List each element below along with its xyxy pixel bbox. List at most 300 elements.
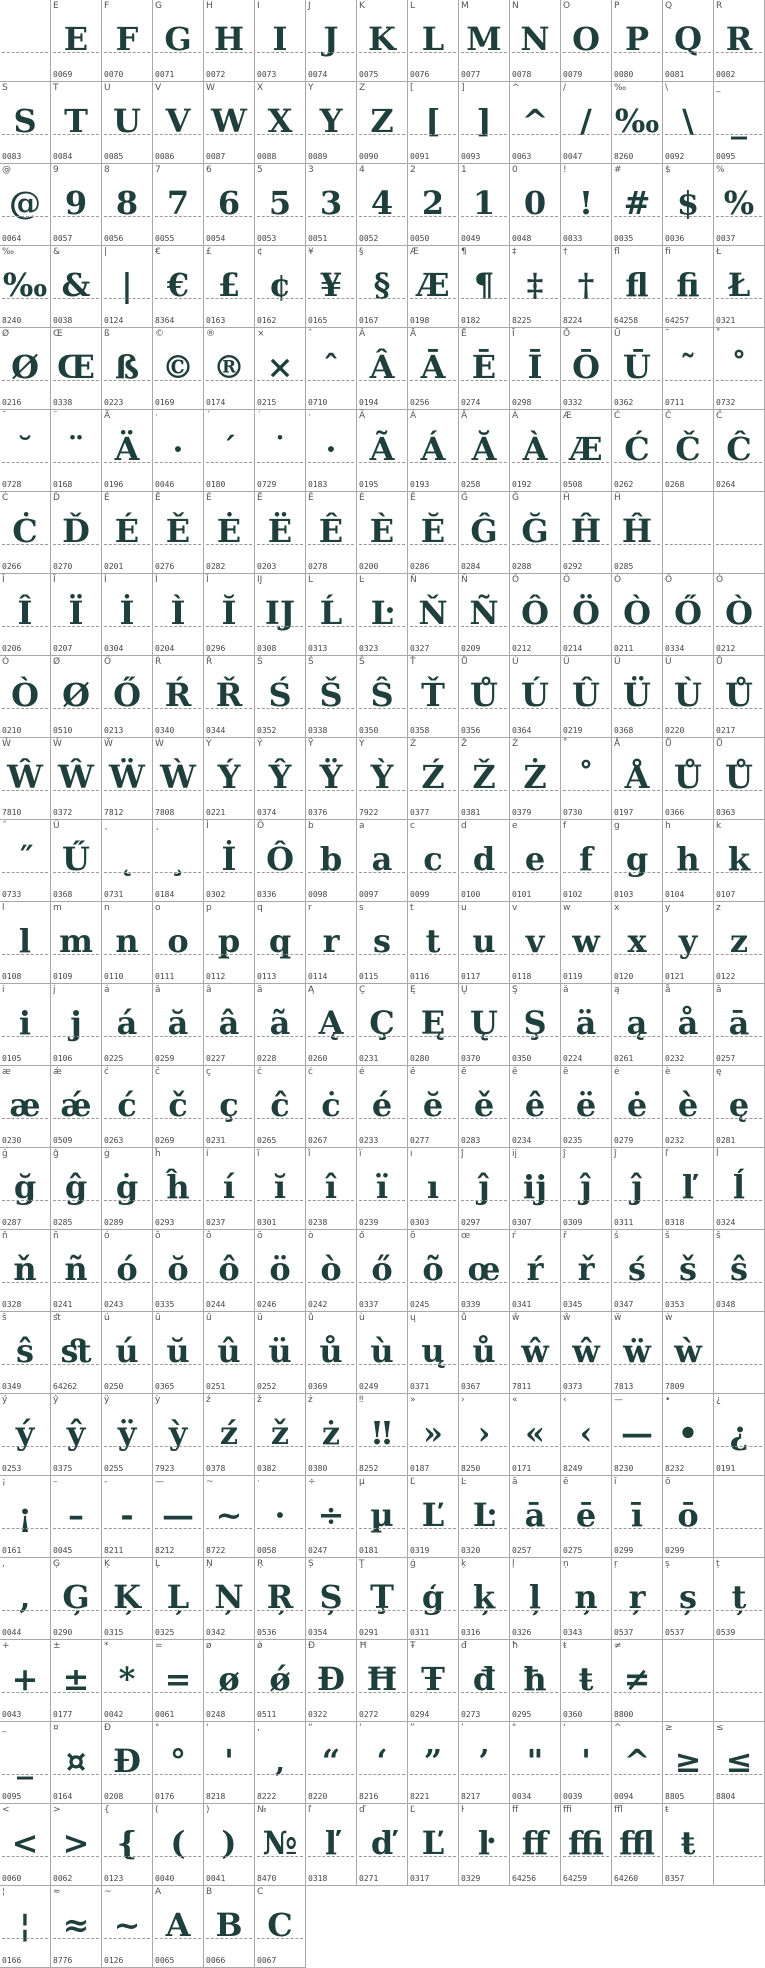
glyph-cell[interactable] [612, 1804, 663, 1886]
glyph-cell[interactable] [459, 1394, 510, 1476]
glyph-cell[interactable] [255, 820, 306, 902]
glyph-cell[interactable] [408, 820, 459, 902]
glyph-cell[interactable] [510, 738, 561, 820]
glyph-cell[interactable] [51, 1312, 102, 1394]
glyph-cell[interactable] [357, 1476, 408, 1558]
glyph-cell[interactable] [357, 1804, 408, 1886]
glyph-cell[interactable] [510, 820, 561, 902]
glyph-cell[interactable] [51, 328, 102, 410]
glyph-cell[interactable] [0, 1312, 51, 1394]
glyph-cell[interactable] [459, 1558, 510, 1640]
glyph-cell[interactable] [357, 1148, 408, 1230]
glyph-cell[interactable] [0, 902, 51, 984]
glyph-cell[interactable] [663, 820, 714, 902]
glyph-cell[interactable] [357, 82, 408, 164]
glyph-cell[interactable] [153, 410, 204, 492]
glyph-cell[interactable] [255, 574, 306, 656]
glyph-cell[interactable] [612, 0, 663, 82]
glyph-cell[interactable] [663, 1394, 714, 1476]
glyph-cell[interactable] [510, 246, 561, 328]
glyph-cell[interactable] [510, 1312, 561, 1394]
glyph-cell[interactable] [612, 1640, 663, 1722]
glyph-cell[interactable] [357, 246, 408, 328]
glyph-cell[interactable] [255, 1066, 306, 1148]
glyph-cell[interactable] [255, 0, 306, 82]
glyph-cell[interactable] [561, 328, 612, 410]
glyph-cell[interactable] [102, 1230, 153, 1312]
glyph-cell[interactable] [510, 1476, 561, 1558]
glyph-cell[interactable] [510, 1640, 561, 1722]
glyph-cell[interactable] [153, 328, 204, 410]
glyph-cell[interactable] [306, 82, 357, 164]
glyph-cell[interactable] [306, 820, 357, 902]
glyph-cell[interactable] [255, 902, 306, 984]
glyph-cell[interactable] [102, 656, 153, 738]
glyph-cell[interactable] [0, 1886, 51, 1968]
glyph-cell[interactable] [51, 656, 102, 738]
glyph-cell[interactable] [255, 1558, 306, 1640]
glyph-cell[interactable] [663, 164, 714, 246]
glyph-cell[interactable] [357, 1722, 408, 1804]
glyph-cell[interactable] [51, 984, 102, 1066]
glyph-cell[interactable] [612, 328, 663, 410]
glyph-cell[interactable] [255, 1722, 306, 1804]
glyph-cell[interactable] [255, 1640, 306, 1722]
glyph-cell[interactable] [153, 492, 204, 574]
glyph-cell[interactable] [51, 1722, 102, 1804]
glyph-cell[interactable] [663, 738, 714, 820]
glyph-cell[interactable] [204, 1804, 255, 1886]
glyph-cell[interactable] [714, 1722, 765, 1804]
glyph-cell[interactable] [306, 1476, 357, 1558]
glyph-cell[interactable] [510, 656, 561, 738]
glyph-cell[interactable] [561, 246, 612, 328]
glyph-cell[interactable] [102, 574, 153, 656]
glyph-cell[interactable] [51, 820, 102, 902]
glyph-cell[interactable] [714, 574, 765, 656]
glyph-cell[interactable] [255, 492, 306, 574]
glyph-cell[interactable] [357, 1230, 408, 1312]
glyph-cell[interactable] [357, 1558, 408, 1640]
glyph-cell[interactable] [663, 1722, 714, 1804]
glyph-cell[interactable] [153, 1230, 204, 1312]
glyph-cell[interactable] [102, 1558, 153, 1640]
glyph-cell[interactable] [612, 246, 663, 328]
glyph-cell[interactable] [153, 574, 204, 656]
glyph-cell[interactable] [510, 902, 561, 984]
glyph-cell[interactable] [204, 82, 255, 164]
glyph-cell[interactable] [306, 1230, 357, 1312]
glyph-cell[interactable] [510, 1148, 561, 1230]
glyph-cell[interactable] [714, 1230, 765, 1312]
glyph-cell[interactable] [357, 328, 408, 410]
glyph-cell[interactable] [612, 574, 663, 656]
glyph-cell[interactable] [459, 1722, 510, 1804]
glyph-cell[interactable] [714, 1148, 765, 1230]
glyph-cell[interactable] [408, 1066, 459, 1148]
glyph-cell[interactable] [408, 1722, 459, 1804]
glyph-cell[interactable] [357, 820, 408, 902]
glyph-cell[interactable] [0, 1230, 51, 1312]
glyph-cell[interactable] [408, 656, 459, 738]
glyph-cell[interactable] [612, 410, 663, 492]
glyph-cell[interactable] [663, 82, 714, 164]
glyph-cell[interactable] [663, 410, 714, 492]
glyph-cell[interactable] [51, 1886, 102, 1968]
glyph-cell[interactable] [561, 492, 612, 574]
glyph-cell[interactable] [714, 1640, 765, 1722]
glyph-cell[interactable] [102, 1640, 153, 1722]
glyph-cell[interactable] [153, 1394, 204, 1476]
glyph-cell[interactable] [663, 1230, 714, 1312]
glyph-cell[interactable] [204, 1476, 255, 1558]
glyph-cell[interactable] [0, 1722, 51, 1804]
glyph-cell[interactable] [408, 0, 459, 82]
glyph-cell[interactable] [612, 902, 663, 984]
glyph-cell[interactable] [612, 820, 663, 902]
glyph-cell[interactable] [153, 1886, 204, 1968]
glyph-cell[interactable] [612, 164, 663, 246]
glyph-cell[interactable] [510, 1066, 561, 1148]
glyph-cell[interactable] [153, 1148, 204, 1230]
glyph-cell[interactable] [306, 246, 357, 328]
glyph-cell[interactable] [102, 820, 153, 902]
glyph-cell[interactable] [561, 1476, 612, 1558]
glyph-cell[interactable] [255, 1230, 306, 1312]
glyph-cell[interactable] [408, 1804, 459, 1886]
glyph-cell[interactable] [459, 1312, 510, 1394]
glyph-cell[interactable] [306, 984, 357, 1066]
glyph-cell[interactable] [51, 246, 102, 328]
glyph-cell[interactable] [204, 1640, 255, 1722]
glyph-cell[interactable] [561, 738, 612, 820]
glyph-cell[interactable] [408, 1558, 459, 1640]
glyph-cell[interactable] [612, 1066, 663, 1148]
glyph-cell[interactable] [102, 1394, 153, 1476]
glyph-cell[interactable] [561, 656, 612, 738]
glyph-cell[interactable] [357, 574, 408, 656]
glyph-cell[interactable] [204, 492, 255, 574]
glyph-cell[interactable] [255, 246, 306, 328]
glyph-cell[interactable] [408, 82, 459, 164]
glyph-cell[interactable] [102, 738, 153, 820]
glyph-cell[interactable] [204, 984, 255, 1066]
glyph-cell[interactable] [561, 1230, 612, 1312]
glyph-cell[interactable] [612, 984, 663, 1066]
glyph-cell[interactable] [357, 1066, 408, 1148]
glyph-cell[interactable] [408, 1640, 459, 1722]
glyph-cell[interactable] [714, 410, 765, 492]
glyph-cell[interactable] [102, 984, 153, 1066]
glyph-cell[interactable] [102, 1312, 153, 1394]
glyph-cell[interactable] [612, 1476, 663, 1558]
glyph-cell[interactable] [204, 1722, 255, 1804]
glyph-cell[interactable] [357, 0, 408, 82]
glyph-cell[interactable] [255, 1394, 306, 1476]
glyph-cell[interactable] [357, 902, 408, 984]
glyph-cell[interactable] [153, 1804, 204, 1886]
glyph-cell[interactable] [408, 164, 459, 246]
glyph-cell[interactable] [204, 656, 255, 738]
glyph-cell[interactable] [663, 328, 714, 410]
glyph-cell[interactable] [102, 82, 153, 164]
glyph-cell[interactable] [561, 1394, 612, 1476]
glyph-cell[interactable] [51, 738, 102, 820]
glyph-cell[interactable] [51, 1230, 102, 1312]
glyph-cell[interactable] [0, 246, 51, 328]
glyph-cell[interactable] [0, 328, 51, 410]
glyph-cell[interactable] [0, 82, 51, 164]
glyph-cell[interactable] [561, 1804, 612, 1886]
glyph-cell[interactable] [510, 1230, 561, 1312]
glyph-cell[interactable] [408, 738, 459, 820]
glyph-cell[interactable] [561, 902, 612, 984]
glyph-cell[interactable] [459, 1804, 510, 1886]
glyph-cell[interactable] [561, 1066, 612, 1148]
glyph-cell[interactable] [204, 246, 255, 328]
glyph-cell[interactable] [0, 410, 51, 492]
glyph-cell[interactable] [51, 82, 102, 164]
glyph-cell[interactable] [0, 1640, 51, 1722]
glyph-cell[interactable] [102, 1886, 153, 1968]
glyph-cell[interactable] [408, 328, 459, 410]
glyph-cell[interactable] [408, 410, 459, 492]
glyph-cell[interactable] [255, 1148, 306, 1230]
glyph-cell[interactable] [0, 1476, 51, 1558]
glyph-cell[interactable] [51, 1476, 102, 1558]
glyph-cell[interactable] [102, 410, 153, 492]
glyph-cell[interactable] [612, 656, 663, 738]
glyph-cell[interactable] [51, 410, 102, 492]
glyph-cell[interactable] [714, 1066, 765, 1148]
glyph-cell[interactable] [102, 1476, 153, 1558]
glyph-cell[interactable] [102, 1804, 153, 1886]
glyph-cell[interactable] [102, 1148, 153, 1230]
glyph-cell[interactable] [102, 0, 153, 82]
glyph-cell[interactable] [204, 738, 255, 820]
glyph-cell[interactable] [306, 164, 357, 246]
glyph-cell[interactable] [306, 738, 357, 820]
glyph-cell[interactable] [459, 410, 510, 492]
glyph-cell[interactable] [306, 1394, 357, 1476]
glyph-cell[interactable] [561, 1558, 612, 1640]
glyph-cell[interactable] [0, 0, 51, 82]
glyph-cell[interactable] [714, 328, 765, 410]
glyph-cell[interactable] [510, 410, 561, 492]
glyph-cell[interactable] [51, 1640, 102, 1722]
glyph-cell[interactable] [663, 492, 714, 574]
glyph-cell[interactable] [714, 1394, 765, 1476]
glyph-cell[interactable] [0, 1558, 51, 1640]
glyph-cell[interactable] [510, 1558, 561, 1640]
glyph-cell[interactable] [459, 902, 510, 984]
glyph-cell[interactable] [714, 984, 765, 1066]
glyph-cell[interactable] [714, 164, 765, 246]
glyph-cell[interactable] [408, 1230, 459, 1312]
glyph-cell[interactable] [459, 738, 510, 820]
glyph-cell[interactable] [153, 738, 204, 820]
glyph-cell[interactable] [459, 164, 510, 246]
glyph-cell[interactable] [204, 164, 255, 246]
glyph-cell[interactable] [408, 902, 459, 984]
glyph-cell[interactable] [510, 984, 561, 1066]
glyph-cell[interactable] [408, 1148, 459, 1230]
glyph-cell[interactable] [102, 492, 153, 574]
glyph-cell[interactable] [357, 1312, 408, 1394]
glyph-cell[interactable] [612, 82, 663, 164]
glyph-cell[interactable] [459, 984, 510, 1066]
glyph-cell[interactable] [663, 656, 714, 738]
glyph-cell[interactable] [663, 902, 714, 984]
glyph-cell[interactable] [612, 1722, 663, 1804]
glyph-cell[interactable] [408, 1394, 459, 1476]
glyph-cell[interactable] [255, 1886, 306, 1968]
glyph-cell[interactable] [51, 0, 102, 82]
glyph-cell[interactable] [510, 164, 561, 246]
glyph-cell[interactable] [0, 574, 51, 656]
glyph-cell[interactable] [459, 328, 510, 410]
glyph-cell[interactable] [306, 328, 357, 410]
glyph-cell[interactable] [408, 492, 459, 574]
glyph-cell[interactable] [561, 82, 612, 164]
glyph-cell[interactable] [153, 246, 204, 328]
glyph-cell[interactable] [510, 1722, 561, 1804]
glyph-cell[interactable] [204, 1312, 255, 1394]
glyph-cell[interactable] [306, 1148, 357, 1230]
glyph-cell[interactable] [663, 1312, 714, 1394]
glyph-cell[interactable] [663, 0, 714, 82]
glyph-cell[interactable] [357, 164, 408, 246]
glyph-cell[interactable] [714, 820, 765, 902]
glyph-cell[interactable] [51, 1066, 102, 1148]
glyph-cell[interactable] [204, 902, 255, 984]
glyph-cell[interactable] [255, 984, 306, 1066]
glyph-cell[interactable] [408, 574, 459, 656]
glyph-cell[interactable] [153, 902, 204, 984]
glyph-cell[interactable] [561, 574, 612, 656]
glyph-cell[interactable] [612, 1230, 663, 1312]
glyph-cell[interactable] [0, 1804, 51, 1886]
glyph-cell[interactable] [255, 1804, 306, 1886]
glyph-cell[interactable] [306, 410, 357, 492]
glyph-cell[interactable] [153, 1476, 204, 1558]
glyph-cell[interactable] [663, 1148, 714, 1230]
glyph-cell[interactable] [459, 1640, 510, 1722]
glyph-cell[interactable] [561, 1148, 612, 1230]
glyph-cell[interactable] [153, 1722, 204, 1804]
glyph-cell[interactable] [714, 1476, 765, 1558]
glyph-cell[interactable] [357, 1394, 408, 1476]
glyph-cell[interactable] [357, 410, 408, 492]
glyph-cell[interactable] [459, 1230, 510, 1312]
glyph-cell[interactable] [0, 1394, 51, 1476]
glyph-cell[interactable] [255, 1476, 306, 1558]
glyph-cell[interactable] [510, 1394, 561, 1476]
glyph-cell[interactable] [51, 902, 102, 984]
glyph-cell[interactable] [459, 0, 510, 82]
glyph-cell[interactable] [153, 984, 204, 1066]
glyph-cell[interactable] [306, 1558, 357, 1640]
glyph-cell[interactable] [357, 656, 408, 738]
glyph-cell[interactable] [153, 1640, 204, 1722]
glyph-cell[interactable] [714, 246, 765, 328]
glyph-cell[interactable] [0, 1066, 51, 1148]
glyph-cell[interactable] [51, 1558, 102, 1640]
glyph-cell[interactable] [561, 1722, 612, 1804]
glyph-cell[interactable] [561, 164, 612, 246]
glyph-cell[interactable] [255, 410, 306, 492]
glyph-cell[interactable] [204, 328, 255, 410]
glyph-cell[interactable] [153, 0, 204, 82]
glyph-cell[interactable] [357, 984, 408, 1066]
glyph-cell[interactable] [561, 820, 612, 902]
glyph-cell[interactable] [102, 328, 153, 410]
glyph-cell[interactable] [459, 492, 510, 574]
glyph-cell[interactable] [204, 820, 255, 902]
glyph-cell[interactable] [102, 164, 153, 246]
glyph-cell[interactable] [204, 410, 255, 492]
glyph-cell[interactable] [51, 1804, 102, 1886]
glyph-cell[interactable] [714, 82, 765, 164]
glyph-cell[interactable] [102, 902, 153, 984]
glyph-cell[interactable] [0, 738, 51, 820]
glyph-cell[interactable] [255, 328, 306, 410]
glyph-cell[interactable] [255, 82, 306, 164]
glyph-cell[interactable] [459, 82, 510, 164]
glyph-cell[interactable] [714, 656, 765, 738]
glyph-cell[interactable] [357, 1640, 408, 1722]
glyph-cell[interactable] [663, 574, 714, 656]
glyph-cell[interactable] [561, 410, 612, 492]
glyph-cell[interactable] [663, 984, 714, 1066]
glyph-cell[interactable] [408, 984, 459, 1066]
glyph-cell[interactable] [306, 492, 357, 574]
glyph-cell[interactable] [612, 492, 663, 574]
glyph-cell[interactable] [0, 492, 51, 574]
glyph-cell[interactable] [561, 1640, 612, 1722]
glyph-cell[interactable] [612, 738, 663, 820]
glyph-cell[interactable] [663, 1476, 714, 1558]
glyph-cell[interactable] [204, 1230, 255, 1312]
glyph-cell[interactable] [612, 1394, 663, 1476]
glyph-cell[interactable] [255, 1312, 306, 1394]
glyph-cell[interactable] [204, 0, 255, 82]
glyph-cell[interactable] [102, 246, 153, 328]
glyph-cell[interactable] [204, 1886, 255, 1968]
glyph-cell[interactable] [153, 1312, 204, 1394]
glyph-cell[interactable] [153, 164, 204, 246]
glyph-cell[interactable] [102, 1066, 153, 1148]
glyph-cell[interactable] [408, 246, 459, 328]
glyph-cell[interactable] [459, 1148, 510, 1230]
glyph-cell[interactable] [561, 1312, 612, 1394]
glyph-cell[interactable] [714, 1804, 765, 1886]
glyph-cell[interactable] [255, 164, 306, 246]
glyph-cell[interactable] [153, 82, 204, 164]
glyph-cell[interactable] [153, 1558, 204, 1640]
glyph-cell[interactable] [408, 1312, 459, 1394]
glyph-cell[interactable] [714, 1312, 765, 1394]
glyph-cell[interactable] [663, 1558, 714, 1640]
glyph-cell[interactable] [714, 1558, 765, 1640]
glyph-cell[interactable] [714, 0, 765, 82]
glyph-cell[interactable] [51, 574, 102, 656]
glyph-cell[interactable] [561, 0, 612, 82]
glyph-cell[interactable] [51, 1148, 102, 1230]
glyph-cell[interactable] [459, 1476, 510, 1558]
glyph-cell[interactable] [306, 574, 357, 656]
glyph-cell[interactable] [663, 1066, 714, 1148]
